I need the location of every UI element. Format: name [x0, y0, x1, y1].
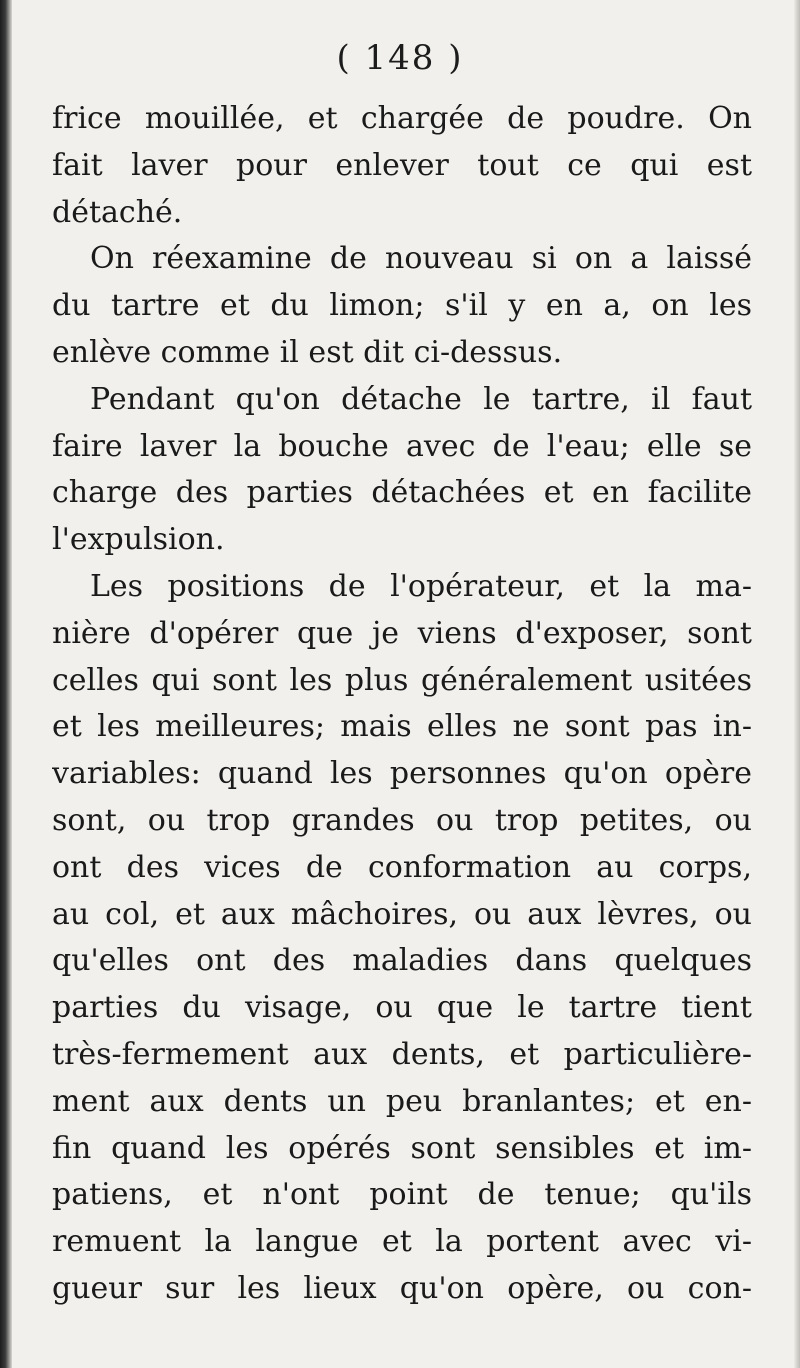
text-line: au col, et aux mâchoires, ou aux lèvres, ou	[52, 896, 752, 932]
page-right-edge	[794, 0, 800, 1368]
page-number: ( 148 )	[336, 38, 464, 78]
text-line: celles qui sont les plus généralement usitées	[52, 662, 752, 698]
text-line: enlève comme il est dit ci-dessus.	[52, 334, 563, 370]
text-line: sont, ou trop grandes ou trop petites, ou	[52, 802, 752, 838]
text-line: du tartre et du limon; s'il y en a, on les	[52, 288, 752, 324]
text-line: fin quand les opérés sont sensibles et im-	[52, 1130, 752, 1166]
text-line: et les meilleures; mais elles ne sont pas in-	[52, 709, 752, 745]
text-line: l'expulsion.	[52, 522, 225, 558]
text-line: gueur sur les lieux qu'on opère, ou con-	[52, 1270, 752, 1306]
text-line: remuent la langue et la portent avec vi-	[52, 1224, 752, 1260]
text-line: nière d'opérer que je viens d'exposer, sont	[52, 615, 752, 651]
text-line: Pendant qu'on détache le tartre, il faut	[90, 381, 752, 417]
text-line: qu'elles ont des maladies dans quelques	[52, 943, 752, 979]
text-line: détaché.	[52, 194, 183, 230]
text-line: faire laver la bouche avec de l'eau; elle se	[52, 428, 752, 464]
text-line: très-fermement aux dents, et particulière-	[52, 1036, 752, 1072]
text-line: patiens, et n'ont point de tenue; qu'ils	[52, 1177, 752, 1213]
page-left-edge-shadow	[0, 0, 12, 1368]
text-line: charge des parties détachées et en facilite	[52, 475, 752, 511]
text-line: frice mouillée, et chargée de poudre. On	[52, 101, 752, 136]
text-line: variables: quand les personnes qu'on opère	[52, 756, 752, 792]
text-line: parties du visage, ou que le tartre tient	[52, 990, 752, 1026]
text-line: ment aux dents un peu branlantes; et en-	[52, 1083, 752, 1119]
text-line: ont des vices de conformation au corps,	[52, 849, 752, 885]
text-line: On réexamine de nouveau si on a laissé	[90, 241, 752, 277]
text-line: Les positions de l'opérateur, et la ma-	[90, 568, 752, 604]
body-text	[52, 96, 752, 1313]
text-line: fait laver pour enlever tout ce qui est	[52, 147, 752, 183]
